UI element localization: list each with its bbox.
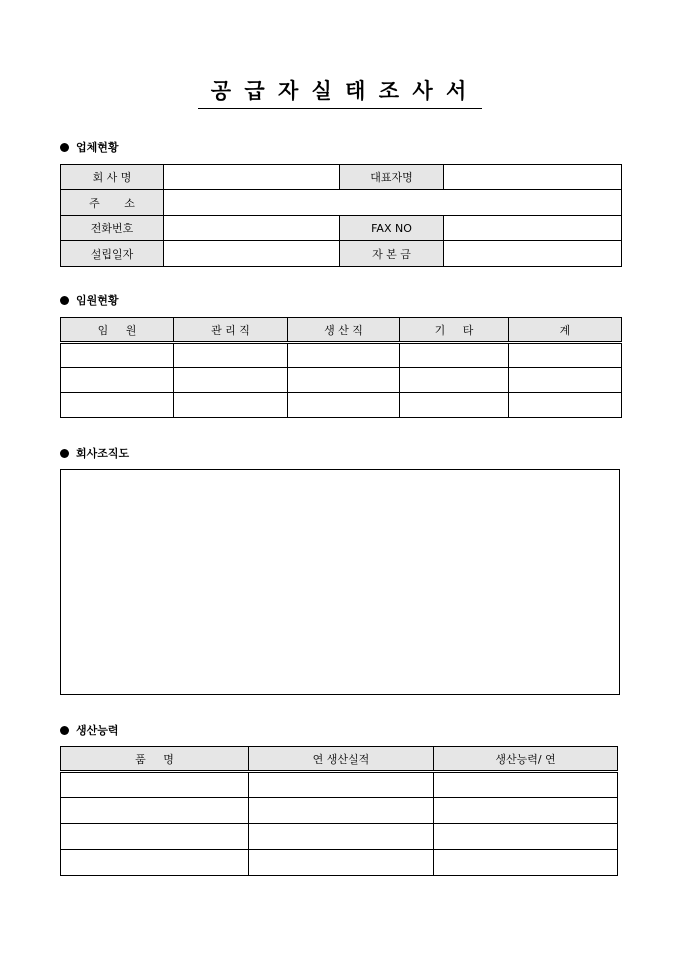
column-header: 생산능력/ 연 bbox=[434, 747, 618, 772]
table-cell[interactable] bbox=[434, 824, 618, 850]
founded-field[interactable] bbox=[164, 241, 340, 267]
table-cell[interactable] bbox=[434, 772, 618, 798]
label-fax: FAX NO bbox=[340, 216, 444, 241]
table-row bbox=[61, 772, 618, 798]
representative-field[interactable] bbox=[444, 165, 622, 190]
title-underline bbox=[198, 108, 482, 109]
table-cell[interactable] bbox=[174, 368, 288, 393]
label-representative: 대표자명 bbox=[340, 165, 444, 190]
address-field[interactable] bbox=[164, 190, 622, 216]
capital-field[interactable] bbox=[444, 241, 622, 267]
table-cell[interactable] bbox=[61, 850, 249, 876]
column-header: 관 리 직 bbox=[174, 318, 288, 343]
phone-field[interactable] bbox=[164, 216, 340, 241]
table-row bbox=[61, 368, 622, 393]
table-cell[interactable] bbox=[61, 824, 249, 850]
table-cell[interactable] bbox=[434, 798, 618, 824]
table-cell[interactable] bbox=[61, 772, 249, 798]
label-capital: 자 본 금 bbox=[340, 241, 444, 267]
column-header: 생 산 직 bbox=[288, 318, 400, 343]
table-cell[interactable] bbox=[61, 798, 249, 824]
label-company-name: 회 사 명 bbox=[61, 165, 164, 190]
table-cell[interactable] bbox=[174, 393, 288, 418]
section-production bbox=[60, 723, 119, 739]
section-staff-status bbox=[60, 293, 119, 309]
org-chart-box[interactable] bbox=[60, 469, 620, 695]
table-cell[interactable] bbox=[434, 850, 618, 876]
label-phone: 전화번호 bbox=[61, 216, 164, 241]
document-title: 공 급 자 실 태 조 사 서 bbox=[210, 78, 470, 103]
table-cell[interactable] bbox=[249, 772, 434, 798]
section-heading: 회사조직도 bbox=[76, 447, 130, 460]
section-heading: 업체현황 bbox=[76, 141, 119, 154]
column-header: 임 원 bbox=[61, 318, 174, 343]
table-cell[interactable] bbox=[288, 343, 400, 368]
table-cell[interactable] bbox=[249, 850, 434, 876]
bullet-icon bbox=[60, 449, 69, 458]
column-header: 기 타 bbox=[400, 318, 509, 343]
table-cell[interactable] bbox=[61, 393, 174, 418]
production-table bbox=[60, 746, 618, 876]
column-header: 연 생산실적 bbox=[249, 747, 434, 772]
table-cell[interactable] bbox=[249, 798, 434, 824]
table-row bbox=[61, 824, 618, 850]
table-row bbox=[61, 343, 622, 368]
table-cell[interactable] bbox=[509, 343, 622, 368]
table-cell[interactable] bbox=[509, 368, 622, 393]
table-cell[interactable] bbox=[400, 393, 509, 418]
company-name-field[interactable] bbox=[164, 165, 340, 190]
table-cell[interactable] bbox=[249, 824, 434, 850]
table-cell[interactable] bbox=[400, 368, 509, 393]
label-address: 주 소 bbox=[61, 190, 164, 216]
table-row bbox=[61, 393, 622, 418]
section-heading: 임원현황 bbox=[76, 294, 119, 307]
bullet-icon bbox=[60, 296, 69, 305]
column-header: 품 명 bbox=[61, 747, 249, 772]
section-heading: 생산능력 bbox=[76, 724, 119, 737]
table-row bbox=[61, 798, 618, 824]
bullet-icon bbox=[60, 726, 69, 735]
section-org-chart bbox=[60, 446, 129, 462]
bullet-icon bbox=[60, 143, 69, 152]
company-status-table bbox=[60, 164, 622, 267]
column-header: 계 bbox=[509, 318, 622, 343]
fax-field[interactable] bbox=[444, 216, 622, 241]
table-cell[interactable] bbox=[288, 393, 400, 418]
table-cell[interactable] bbox=[509, 393, 622, 418]
table-cell[interactable] bbox=[288, 368, 400, 393]
table-cell[interactable] bbox=[400, 343, 509, 368]
table-cell[interactable] bbox=[61, 368, 174, 393]
section-company-status bbox=[60, 140, 119, 156]
staff-status-table bbox=[60, 317, 622, 418]
table-cell[interactable] bbox=[174, 343, 288, 368]
label-founded: 설립일자 bbox=[61, 241, 164, 267]
table-row bbox=[61, 850, 618, 876]
table-cell[interactable] bbox=[61, 343, 174, 368]
